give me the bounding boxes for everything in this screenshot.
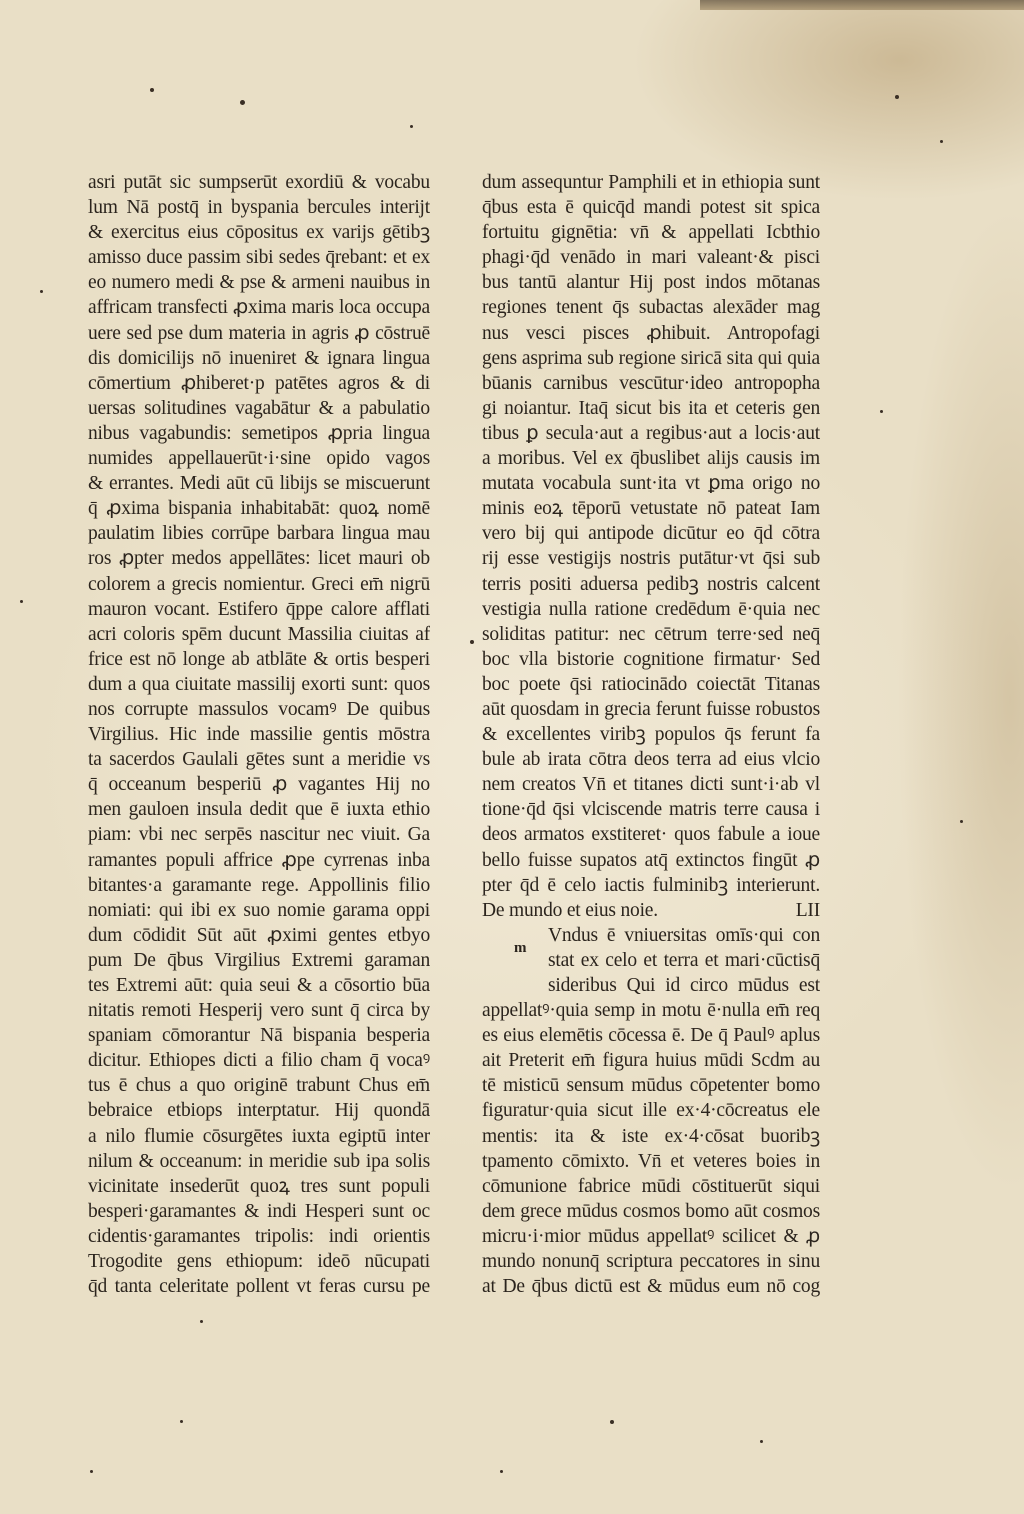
paper-speck xyxy=(90,1470,93,1473)
paper-speck xyxy=(150,88,154,92)
text-line: mundo nonunq̄ scriptura peccatores in sinu xyxy=(482,1251,820,1273)
text-line: pter q̄d ē celo iactis fulminibꝫ interierunt. xyxy=(482,874,820,896)
text-line: pum De q̄bus Virgilius Extremi garaman xyxy=(88,949,430,971)
text-line: mauron vocant. Estifero q̄ppe calore afflati xyxy=(88,598,430,620)
text-line: nus vesci pisces ꝓhibuit. Antropofagi xyxy=(482,322,820,344)
text-line: q̄ occeanum besperiū ꝓ vagantes Hij no xyxy=(88,774,430,796)
text-line: bule ab irata cōtra deos terra ad eius vlcio xyxy=(482,749,820,771)
text-line: nibus vagabundis: semetipos ꝓpria lingua xyxy=(88,422,430,444)
text-line: sideribus Qui id circo mūdus est xyxy=(548,975,820,996)
text-line: q̄bus esta ē quicq̄d mandi potest sit spica xyxy=(482,197,820,219)
text-line: es eius elemētis cōcessa ē. De q̄ Paulꝰ aplus xyxy=(482,1025,820,1047)
text-line: a moribus. Vel ex q̄buslibet alijs causis im xyxy=(482,448,820,470)
text-line: soliditas patitur: nec cētrum terre·sed neq̄ xyxy=(482,623,820,645)
paper-speck xyxy=(960,820,963,823)
text-line: tione·q̄d q̄si vlciscende matris terre causa i xyxy=(482,799,820,821)
text-line: dem grece mūdus cosmos bomo aūt cosmos xyxy=(482,1200,820,1222)
text-line: nomiati: qui ibi ex suo nomie garama oppi xyxy=(88,899,430,921)
text-line: q̄d tanta celeritate pollent vt feras cursu pe xyxy=(88,1276,430,1298)
text-line: phagi·q̄d venādo in mari valeant·& pisci xyxy=(482,247,820,269)
text-line: cidentis·garamantes tripolis: indi orientis xyxy=(88,1225,430,1247)
text-line: cōmunione fabrice mūdi cōstituerūt siqui xyxy=(482,1175,820,1197)
text-line: regiones tenent q̄s subactas alexāder mag xyxy=(482,297,820,319)
paper-speck xyxy=(180,1420,183,1423)
text-line: tes Extremi aūt: quia seui & a cōsortio būa xyxy=(88,975,430,996)
text-line: tibus ꝑ secula·aut a regibus·aut a locis·aut xyxy=(482,422,820,444)
paper-speck xyxy=(500,1470,503,1473)
text-line: piam: vbi nec serpēs nascitur nec viuit. Ga xyxy=(88,824,430,846)
text-line: nitatis remoti Hesperij vero sunt q̄ circa by xyxy=(88,1000,430,1022)
page-edge xyxy=(700,0,1024,10)
text-line: aūt quosdam in grecia ferunt fuisse robustos xyxy=(482,698,820,720)
guide-letter: m xyxy=(514,940,527,956)
text-line: colorem a grecis nomientur. Greci em̄ nigrū xyxy=(88,573,430,595)
chapter-number: LII xyxy=(795,899,820,921)
text-line: nos corrupte massulos vocamꝰ De quibus xyxy=(88,698,430,720)
text-line: acri coloris spēm ducunt Massilia ciuitas af xyxy=(88,623,430,645)
text-line: ros ꝓpter medos appellātes: licet mauri ob xyxy=(88,548,430,570)
text-line: paulatim libies corrūpe barbara lingua mau xyxy=(88,523,430,545)
text-line: spaniam cōmorantur Nā bispania besperia xyxy=(88,1025,430,1047)
text-line: ta sacerdos Gaulali gētes sunt a meridie vs xyxy=(88,749,430,771)
text-line: stat ex celo et terra et mari·cūctisq̄ xyxy=(548,949,820,971)
text-line: būanis carnibus vescūtur·ideo antropopha xyxy=(482,372,820,394)
text-line: tus ē chus a quo originē trabunt Chus em̄ xyxy=(88,1075,430,1097)
text-line: nem creatos Vn̄ et titanes dicti sunt·i·ab vl xyxy=(482,774,820,796)
text-line: mentis: ita & iste ex·4·cōsat buoribꝫ xyxy=(482,1125,820,1147)
text-line: bello fuisse supatos atq̄ extinctos fingūt ꝓ xyxy=(482,849,820,871)
text-line: dum assequntur Pamphili et in ethiopia sunt xyxy=(482,172,820,193)
text-line: & excellentes viribꝫ populos q̄s ferunt fa xyxy=(482,724,820,746)
right-text-column xyxy=(482,170,820,1299)
text-line: vicinitate insederūt quoꝝ tres sunt populi xyxy=(88,1175,430,1197)
paper-speck xyxy=(200,1320,203,1323)
text-line: fortuitu gignētia: vn̄ & appellati Icbthio xyxy=(482,222,820,244)
text-line: numides appellauerūt·i·sine opido vagos xyxy=(88,448,430,470)
text-line: eo numero medi & pse & armeni nauibus in xyxy=(88,272,430,294)
chapter-title: De mundo et eius noie. xyxy=(482,899,658,921)
text-line: a nilo flumie cōsurgētes iuxta egiptū inter xyxy=(88,1125,430,1147)
text-line: bebraice etbiops interptatur. Hij quondā xyxy=(88,1100,430,1122)
paper-speck xyxy=(410,125,413,128)
paper-speck xyxy=(470,640,474,644)
paper-speck xyxy=(760,1440,763,1443)
chapter-heading xyxy=(482,898,820,923)
text-line: amisso duce passim sibi sedes q̄rebant: et ex xyxy=(88,247,430,269)
text-line: Trogodite gens ethiopum: ideō nūcupati xyxy=(88,1251,430,1273)
text-line: besperi·garamantes & indi Hesperi sunt oc xyxy=(88,1200,430,1222)
text-line: micru·i·mior mūdus appellatꝰ scilicet & ꝓ xyxy=(482,1225,820,1247)
paper-speck xyxy=(880,410,883,413)
text-line: tpamento cōmixto. Vn̄ et veteres boies in xyxy=(482,1150,820,1172)
paper-speck xyxy=(895,95,899,99)
paper-speck xyxy=(40,290,43,293)
text-line: uersas solitudines vagabātur & a pabulatio xyxy=(88,397,430,419)
paper-speck xyxy=(940,140,943,143)
text-line: dicitur. Ethiopes dicti a filio cham q̄ vocaꝰ xyxy=(88,1050,430,1072)
text-line: vero bij qui antipode dicūtur eo q̄d cōtra xyxy=(482,523,820,545)
text-line: Vndus ē vniuersitas omīs·qui con xyxy=(548,924,820,946)
text-line: q̄ ꝓxima bispania inhabitabāt: quoꝝ nomē xyxy=(88,498,430,520)
text-line: boc poete q̄si ratiocinādo coiectāt Titanas xyxy=(482,673,820,695)
text-line: affricam transfecti ꝓxima maris loca occupa xyxy=(88,297,430,319)
text-line: & errantes. Medi aūt cū libijs se miscuerunt xyxy=(88,473,430,495)
text-line: gi noiantur. Itaq̄ sicut bis ita et ceteris gen xyxy=(482,397,820,419)
text-line: minis eoꝝ tēporū vetustate nō pateat Iam xyxy=(482,498,820,520)
text-line: dis domicilijs nō inueniret & ignara lingua xyxy=(88,347,430,369)
text-line: rij esse vestigijs nostris putātur·vt q̄si sub xyxy=(482,548,820,570)
text-line: lum Nā postq̄ in byspania bercules interijt xyxy=(88,197,430,219)
text-line: bitantes·a garamante rege. Appollinis filio xyxy=(88,874,430,896)
text-line: boc vlla bistorie cognitione firmatur· Sed xyxy=(482,648,820,670)
text-line: gens asprima sub regione siricā sita qui quia xyxy=(482,347,820,369)
text-line: bus tantū alantur Hij post indos mōtanas xyxy=(482,272,820,294)
text-line: dum cōdidit Sūt aūt ꝓximi gentes etbyo xyxy=(88,924,430,946)
text-line: mutata vocabula sunt·ita vt ꝑma origo no xyxy=(482,473,820,495)
text-line: asri putāt sic sumpserūt exordiū & vocabu xyxy=(88,172,430,193)
text-line: nilum & occeanum: in meridie sub ipa solis xyxy=(88,1150,430,1172)
text-line: men gauloen insula dedit que ē iuxta ethio xyxy=(88,799,430,821)
text-line: uere sed pse dum materia in agris ꝓ cōstruē xyxy=(88,322,430,344)
text-line: ait Preterit em̄ figura huius mūdi Scdm au xyxy=(482,1050,820,1072)
paper-speck xyxy=(240,100,245,105)
text-line: deos armatos exstiteret· quos fabule a ioue xyxy=(482,824,820,846)
text-line: dum a qua ciuitate massilij exorti sunt: quos xyxy=(88,673,430,695)
text-line: at De q̄bus dictū est & mūdus eum nō cog xyxy=(482,1276,820,1298)
paper-speck xyxy=(20,600,23,603)
text-line: tē misticū sensum mūdus cōpetenter bomo xyxy=(482,1075,820,1097)
text-line: terris positi aduersa pedibꝫ nostris calcent xyxy=(482,573,820,595)
text-line: figuratur·quia sicut ille ex·4·cōcreatus ele xyxy=(482,1100,820,1122)
text-line: frice est nō longe ab atblāte & ortis besperi xyxy=(88,648,430,670)
text-line: cōmertium ꝓhiberet·p patētes agros & di xyxy=(88,372,430,394)
text-line: appellatꝰ·quia semp in motu ē·nulla em̄ req xyxy=(482,1000,820,1022)
paper-speck xyxy=(610,1420,614,1424)
text-line: & exercitus eius cōpositus ex varijs gētibꝫ xyxy=(88,222,430,244)
text-line: Virgilius. Hic inde massilie gentis mōstra xyxy=(88,724,430,746)
left-text-column xyxy=(88,170,430,1299)
text-line: ramantes populi affrice ꝓpe cyrrenas inba xyxy=(88,849,430,871)
text-line: vestigia nulla ratione credēdum ē·quia nec xyxy=(482,598,820,620)
